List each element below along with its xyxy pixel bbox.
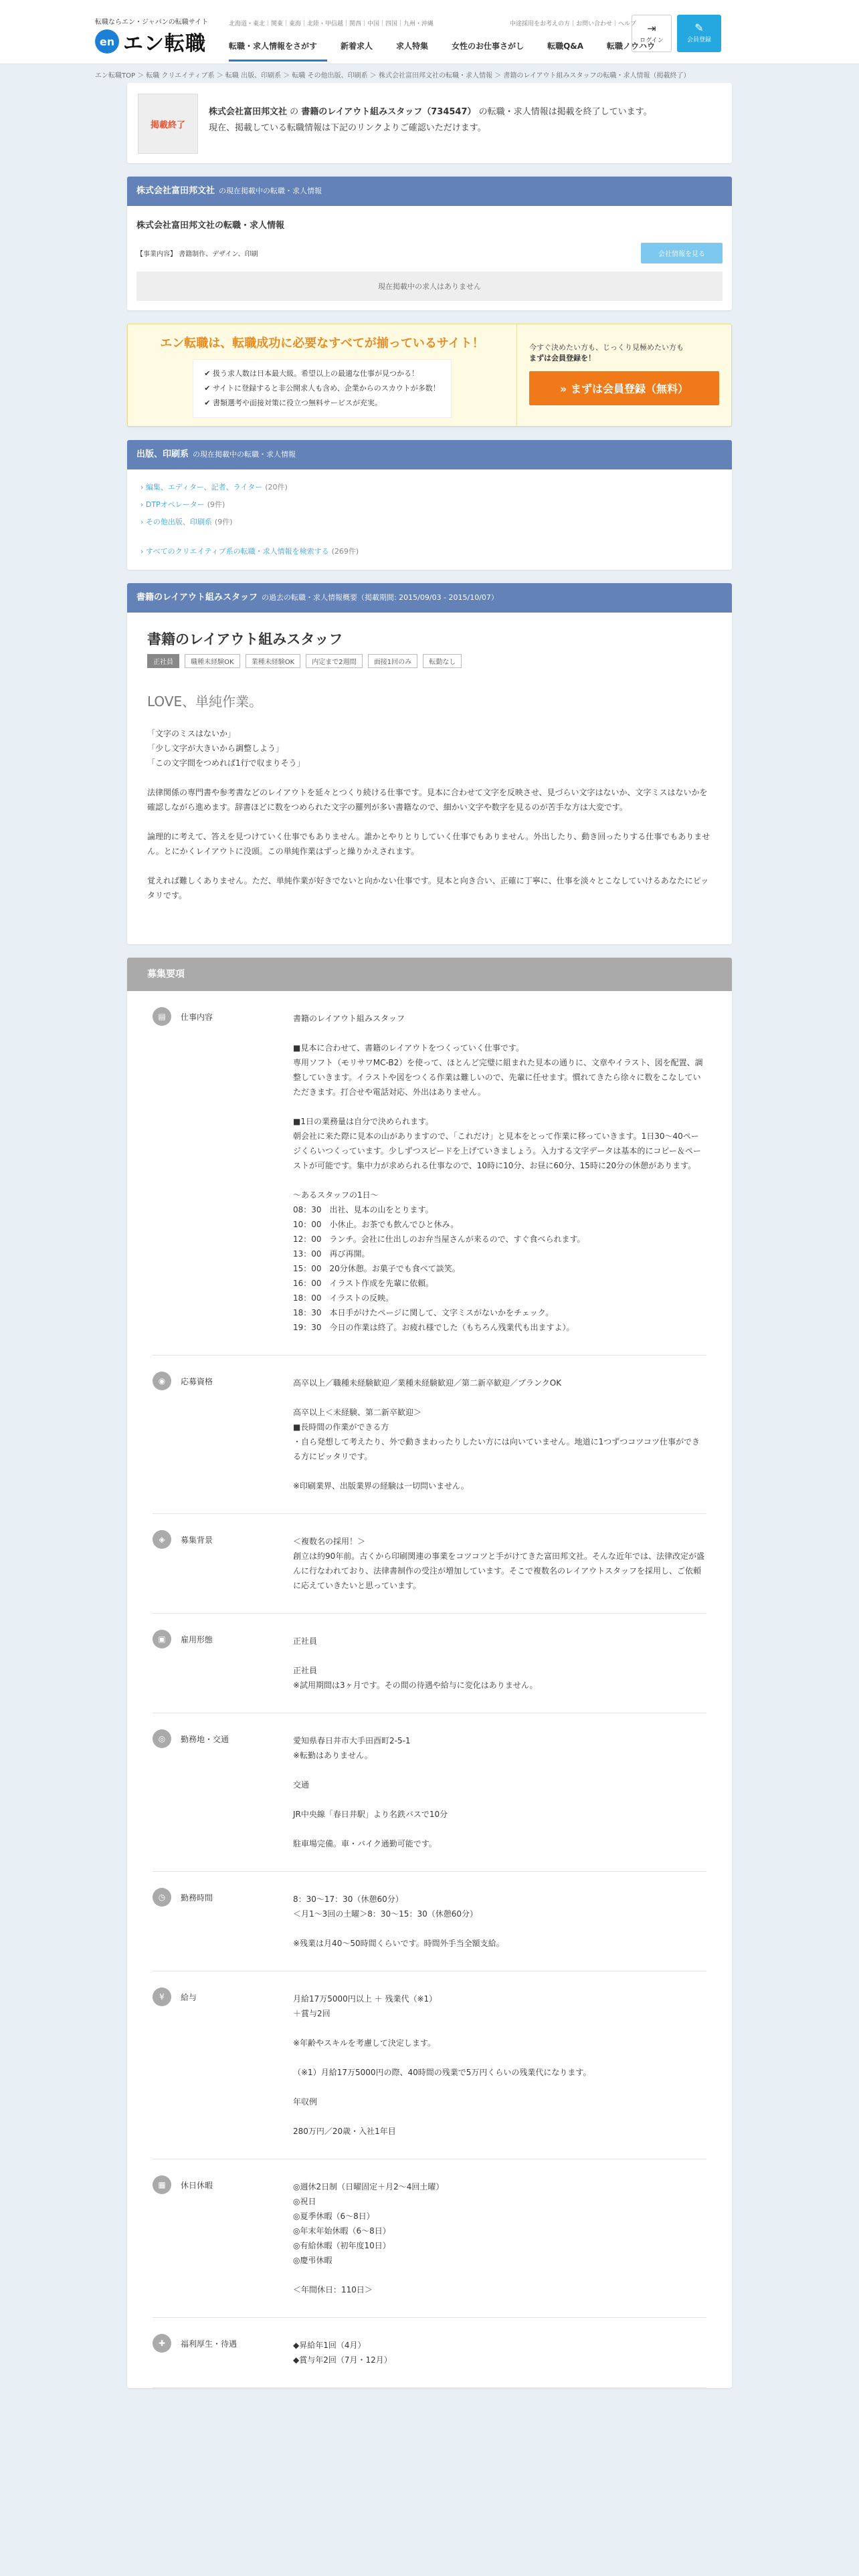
logo-tagline: 転職ならエン・ジャパンの転職サイト (95, 19, 209, 26)
global-nav (229, 40, 678, 62)
nav-women[interactable]: 女性のお仕事さがし (452, 41, 524, 51)
promo-title: エン転職は、転職成功に必要なすべてが揃っているサイト！ (160, 336, 484, 350)
promo-list (193, 359, 452, 418)
company-business: 【事業内容】 書籍制作、デザイン、印刷 (136, 251, 258, 258)
requirement-label: ¥ 給与 (153, 1992, 293, 2139)
gift-icon: ✚ (153, 2334, 171, 2353)
region-links[interactable]: 北海道・東北｜関東｜東海｜北陸・甲信越｜関西｜中国｜四国｜九州・沖縄 (229, 21, 434, 27)
tag: 職種未経験OK (185, 654, 240, 668)
requirements-header: 募集要項 (127, 958, 732, 991)
badge-icon: ▣ (153, 1630, 171, 1648)
promo-item: ✔ 扱う求人数は日本最大級。希望以上の最適な仕事が見つかる！ (204, 369, 419, 378)
requirement-value: ◆昇給年1回（4月） ◆賞与年2回（7月・12月） (293, 2341, 392, 2365)
category-link[interactable]: › DTPオペレーター (9件) (140, 500, 225, 509)
nav-features[interactable]: 求人特集 (396, 41, 429, 51)
category-header-sub: の現在掲載中の転職・求人情報 (193, 450, 296, 459)
job-summary (127, 583, 732, 944)
ended-job: 書籍のレイアウト組みスタッフ（734547） (301, 107, 476, 117)
yen-icon: ¥ (153, 1988, 171, 2006)
ended-line2: 現在、掲載している転職情報は下記のリンクよりご確認いただけます。 (209, 123, 486, 133)
no-jobs-message: 現在掲載中の求人はありません (136, 272, 723, 301)
pencil-icon: ✎ (694, 21, 704, 34)
company-name: 株式会社富田邦文社の転職・求人情報 (136, 221, 285, 231)
requirement-value: 愛知県春日井市大手田酉町2-5-1 ※転勤はありません。 交通 JR中央線「春日井駅」より名鉄バスで10分 駐車場完備。車・バイク通勤可能です。 (293, 1736, 448, 1848)
requirement-value: 書籍のレイアウト組みスタッフ ■見本に合わせて、書籍のレイアウトをつくっていく仕事です。 専用ソフト（モリサワMC-B2）を使って、ほとんど完璧に組まれた見本の通りに、文章やイラスト、図を配置、調整していきます。イラストや図をつくる作業は難しいので、先輩に任せます。慣れてきたら徐々に数をこなしていただきます。打合せや電話対応、外出はありません。 ■1日の業務量は自分で決められます。 朝会社に来た際に見本の山がありますので、「これだけ」と見本をとって作業に移っていきます。1日30〜40ページくらいつくっています。少しずつスピードを上げていきましょう。入力する文字データは基本的にコピー＆ペーストが可能です。集中力が求められる仕事なので、10時に10分、お昼に60分、15時に20分の休憩があります。 〜あるスタッフの1日〜 08：30 出社、見本の山をとります。 10：00 小休止。お茶でも飲んでひと休み。 12：00 ランチ。会社に仕出しのお弁当屋さんが来るので、すぐ食べられます。 13：00 再び再開。 15：00 20分休憩。お菓子でも食べて談笑。 16：00 イラスト作成を先輩に依頼。 18：00 イラストの反映。 18：30 本日手がけたページに関して、文字ミスがないかをチェック。 19：30 今日の作業は終了。お疲れ様でした（もちろん残業代も出ますよ）。 (293, 1014, 703, 1332)
company-info-button[interactable]: 会社情報を見る (641, 243, 723, 263)
promo-item: ✔ サイトに登録すると非公開求人も含め、企業からのスカウトが多数！ (204, 384, 440, 393)
tag: 内定まで2週間 (306, 654, 362, 668)
job-header-sub: の過去の転職・求人情報概要（掲載期間: 2015/09/03 - 2015/10/07） (261, 593, 498, 602)
job-header (127, 583, 732, 613)
requirement-row (153, 1514, 706, 1614)
requirement-label: ▤ 仕事内容 (153, 1011, 293, 1335)
nav-qa[interactable]: 転職Q&A (547, 41, 584, 51)
requirements-section (127, 958, 732, 2388)
tag: 正社員 (147, 654, 179, 668)
ended-text (209, 94, 652, 152)
job-paragraph: 論理的に考えて、答えを見つけていく仕事でもありません。誰かとやりとりしていく仕事でもありません。外出したり、動き回ったりする仕事でもありません。とにかくレイアウトに没頭。この単純作業はずっと繰りかえされます。 (147, 832, 710, 856)
requirements-table (127, 991, 732, 2388)
promo-banner (127, 324, 732, 427)
job-paragraph: 「文字のミスはないか」 「少し文字が大きいから調整しよう」 「この文字間をつめれば1行で収まりそう」 (147, 729, 305, 768)
clock-icon: ◷ (153, 1888, 171, 1907)
person-icon: ◉ (153, 1372, 171, 1390)
utility-links[interactable]: 中途採用をお考えの方｜お問い合わせ｜ヘルプ (510, 21, 637, 27)
all-creative-link[interactable]: › すべてのクリエイティブ系の転職・求人情報を検索する (269件) (140, 547, 359, 556)
ended-tail: の転職・求人情報は掲載を終了しています。 (476, 107, 652, 117)
job-catchphrase: LOVE、単純作業。 (147, 693, 263, 710)
requirement-row (153, 1356, 706, 1514)
megaphone-icon: ◈ (153, 1530, 171, 1549)
requirement-value: ＜複数名の採用！＞ 創立は約90年前。古くから印刷関連の事業をコツコツと手がけてきた富田邦文社。そんな近年では、法律改定が盛んに行なわれており、法律書制作の受注が増加しています。そこで複数名のレイアウトスタッフを採用し、ご依頼に応えていきたいと思っています。 (293, 1537, 705, 1590)
job-icon: ▤ (153, 1007, 171, 1026)
register-label: 会員登録 (686, 37, 711, 43)
requirement-row (153, 2318, 706, 2388)
company-header-title[interactable]: 株式会社富田邦文社 (136, 186, 215, 196)
requirement-label: ▦ 休日休暇 (153, 2179, 293, 2297)
requirement-label: ◷ 勤務時間 (153, 1892, 293, 1951)
requirement-row (153, 991, 706, 1356)
login-icon: ⇥ (647, 22, 656, 35)
nav-search-jobs[interactable]: 転職・求人情報をさがす (229, 40, 327, 62)
promo-right-text1: 今すぐ決めたい方も、じっくり見極めたい方も (529, 343, 684, 352)
logo-mark: en (95, 29, 119, 53)
tag: 転勤なし (423, 654, 462, 668)
tag: 業種未経験OK (246, 654, 300, 668)
ended-tag: 掲載終了 (138, 94, 198, 154)
category-link[interactable]: › その他出版、印刷系 (9件) (140, 518, 233, 526)
requirement-row (153, 1713, 706, 1872)
ended-company: 株式会社富田邦文社 (209, 107, 288, 117)
requirement-value: 月給17万5000円以上 ＋ 残業代（※1） ＋賞与2回 ※年齢やスキルを考慮して決定します。 （※1）月給17万5000円の際、40時間の残業で5万円くらいの残業代になります。 年収例 280万円／20歳・入社1年目 (293, 1994, 591, 2136)
requirement-label: ◉ 応募資格 (153, 1376, 293, 1493)
job-title: 書籍のレイアウト組みスタッフ (147, 631, 343, 647)
requirement-label: ◎ 勤務地・交通 (153, 1733, 293, 1851)
company-header-sub: の現在掲載中の転職・求人情報 (219, 187, 322, 195)
job-header-title: 書籍のレイアウト組みスタッフ (136, 593, 258, 603)
requirement-label: ▣ 雇用形態 (153, 1634, 293, 1693)
login-button[interactable] (632, 15, 672, 52)
ended-notice (127, 83, 732, 163)
category-header-title: 出版、印刷系 (136, 449, 189, 459)
logo-text: エン転職 (123, 32, 206, 56)
tag: 面接1回のみ (368, 654, 417, 668)
promo-item: ✔ 書類選考や面接対策に役立つ無料サービスが充実。 (204, 399, 382, 407)
requirement-row (153, 1614, 706, 1713)
job-tags (147, 654, 712, 668)
requirement-value: 高卒以上／職種未経験歓迎／業種未経験歓迎／第二新卒歓迎／ブランクOK 高卒以上＜未経験、第二新卒歓迎＞ ■長時間の作業ができる方 ・自ら発想して考えたり、外で動きまわったりしたい方には向いていません。地道に1つずつコツコツ仕事ができる方にピッタリです。 ※印刷業界、出版業界の経験は一切問いません。 (293, 1378, 700, 1491)
site-logo[interactable] (95, 27, 206, 56)
requirement-label: ✚ 福利厚生・待遇 (153, 2338, 293, 2367)
requirement-value: 8：30〜17：30（休憩60分） ＜月1〜3回の土曜＞8：30〜15：30（休憩60分） ※残業は月40〜50時間くらいです。時間外手当全額支給。 (293, 1895, 504, 1948)
category-header (127, 440, 732, 469)
breadcrumb[interactable]: エン転職TOP ＞ 転職 クリエイティブ系 ＞ 転職 出版、印刷系 ＞ 転職 その他出版、印刷系 ＞ 株式会社富田邦文社の転職・求人情報 ＞ 書籍のレイアウト組みスタッフの転職・求人情報（掲載終了） (95, 72, 690, 80)
requirement-row (153, 1971, 706, 2159)
register-button[interactable] (677, 15, 721, 52)
map-icon: ◎ (153, 1729, 171, 1748)
requirement-row (153, 1872, 706, 1971)
job-paragraph: 覚えれば難しくありません。ただ、単純作業が好きでないと向かない仕事です。見本と向き合い、正確に丁寧に、仕事を淡々とこなしていけるあなたにピッタリです。 (147, 876, 709, 900)
category-link[interactable]: › 編集、エディター、記者、ライター (20件) (140, 483, 288, 492)
register-free-button[interactable]: » まずは会員登録（無料） (529, 371, 719, 405)
promo-right-text2: まずは会員登録を！ (529, 354, 595, 362)
requirement-label: ◈ 募集背景 (153, 1534, 293, 1593)
requirement-value: ◎週休2日制（日曜固定＋月2〜4回土曜） ◎祝日 ◎夏季休暇（6〜8日） ◎年末年始休暇（6〜8日） ◎有給休暇（初年度10日） ◎慶弔休暇 ＜年間休日：110日＞ (293, 2182, 444, 2294)
nav-knowhow[interactable]: 転職ノウハウ (607, 41, 656, 51)
ended-mid: の (287, 107, 302, 117)
site-header (0, 0, 859, 64)
job-paragraph: 法律関係の専門書や参考書などのレイアウトを延々とつくり続ける仕事です。見本に合わせて文字を反映させ、見づらい文字はないか、文字ミスはないかを確認しながら進めます。辞書ほどに数をつめられた文字の羅列が多い書籍なので、細かい文字や数字を見るのが苦手な方は大変です。 (147, 788, 708, 812)
company-section (127, 177, 732, 310)
calendar-icon: ▦ (153, 2175, 171, 2194)
requirement-value: 正社員 正社員 ※試用期間は3ヶ月です。その間の待遇や給与に変化はありません。 (293, 1636, 538, 1690)
login-label: ログイン (640, 37, 664, 44)
nav-new-jobs[interactable]: 新着求人 (341, 41, 373, 51)
company-header (127, 177, 732, 206)
category-section (127, 440, 732, 570)
requirement-row (153, 2159, 706, 2318)
